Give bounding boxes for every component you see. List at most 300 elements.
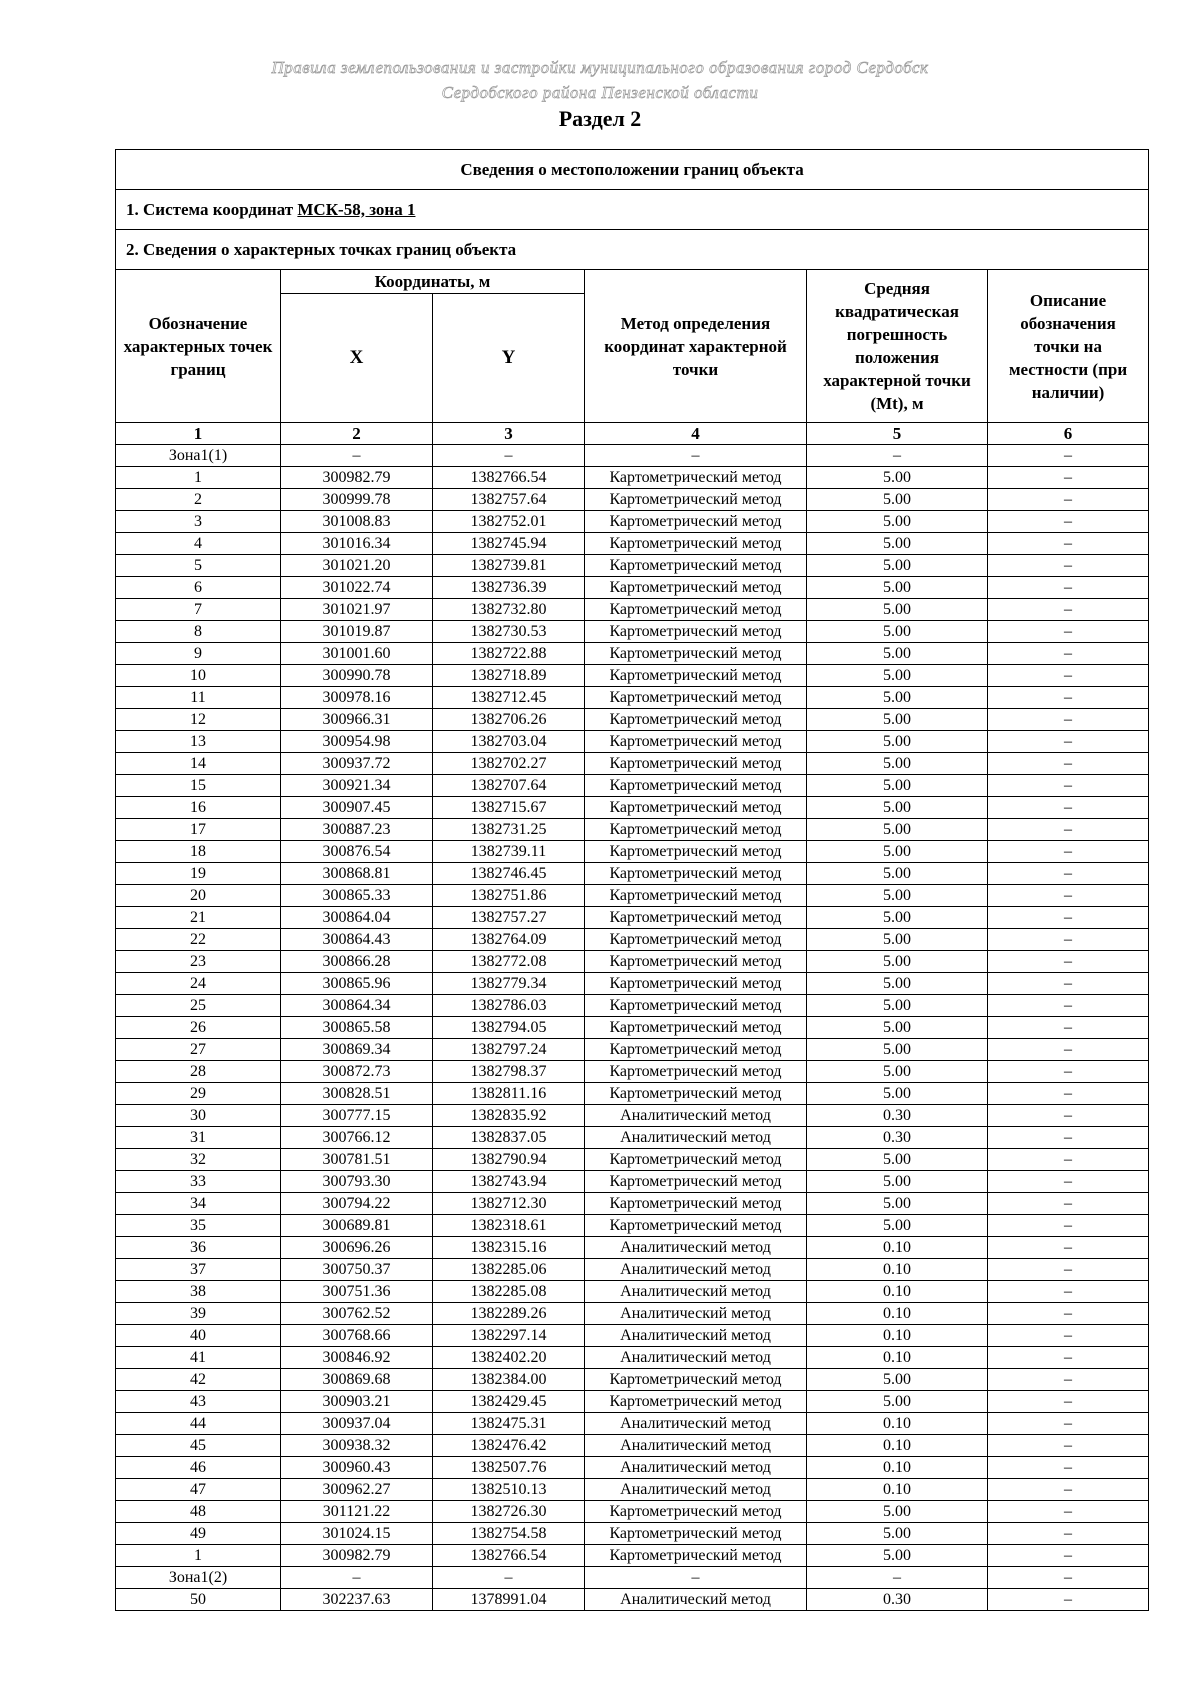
description: – — [988, 797, 1149, 819]
point-designation: 12 — [116, 709, 281, 731]
description: – — [988, 1479, 1149, 1501]
coord-x: 300907.45 — [281, 797, 433, 819]
coord-y: – — [433, 445, 585, 467]
header-coordinates: Координаты, м — [281, 270, 585, 294]
coord-y: 1382703.04 — [433, 731, 585, 753]
method: Аналитический метод — [585, 1457, 807, 1479]
description: – — [988, 1391, 1149, 1413]
description: – — [988, 885, 1149, 907]
boundary-points-table — [115, 149, 1149, 1611]
point-designation: 38 — [116, 1281, 281, 1303]
coord-x: 300869.68 — [281, 1369, 433, 1391]
description: – — [988, 1237, 1149, 1259]
point-designation: Зона1(1) — [116, 445, 281, 467]
point-designation: 40 — [116, 1325, 281, 1347]
coord-x: 301021.20 — [281, 555, 433, 577]
error-value: 0.10 — [807, 1457, 988, 1479]
method: – — [585, 1567, 807, 1589]
description: – — [988, 1347, 1149, 1369]
point-designation: 10 — [116, 665, 281, 687]
table-row — [116, 753, 1149, 775]
method: Аналитический метод — [585, 1105, 807, 1127]
method: Картометрический метод — [585, 1215, 807, 1237]
table-row — [116, 1347, 1149, 1369]
description: – — [988, 577, 1149, 599]
coord-y: 1382731.25 — [433, 819, 585, 841]
error-value: 0.10 — [807, 1325, 988, 1347]
coord-y: 1382743.94 — [433, 1171, 585, 1193]
table-row — [116, 1369, 1149, 1391]
coord-y: 1382707.64 — [433, 775, 585, 797]
coord-x: 300887.23 — [281, 819, 433, 841]
error-value: 5.00 — [807, 599, 988, 621]
coord-x: 301121.22 — [281, 1501, 433, 1523]
error-value: 5.00 — [807, 577, 988, 599]
method: Картометрический метод — [585, 467, 807, 489]
method: Картометрический метод — [585, 885, 807, 907]
error-value: 0.30 — [807, 1589, 988, 1611]
table-row — [116, 1457, 1149, 1479]
error-value: 0.10 — [807, 1413, 988, 1435]
coord-x: – — [281, 445, 433, 467]
coord-system-prefix: 1. Система координат — [126, 199, 298, 219]
coord-x: 300750.37 — [281, 1259, 433, 1281]
description: – — [988, 1545, 1149, 1567]
table-row — [116, 445, 1149, 467]
error-value: 5.00 — [807, 1193, 988, 1215]
coord-x: 300766.12 — [281, 1127, 433, 1149]
description: – — [988, 1259, 1149, 1281]
point-designation: 33 — [116, 1171, 281, 1193]
description: – — [988, 1325, 1149, 1347]
coord-y: 1382794.05 — [433, 1017, 585, 1039]
description: – — [988, 1303, 1149, 1325]
error-value: 5.00 — [807, 1369, 988, 1391]
error-value: 5.00 — [807, 1545, 988, 1567]
description: – — [988, 1171, 1149, 1193]
coord-y: 1382510.13 — [433, 1479, 585, 1501]
coord-y: 1382779.34 — [433, 973, 585, 995]
point-designation: 26 — [116, 1017, 281, 1039]
coord-x: 301022.74 — [281, 577, 433, 599]
table-row — [116, 973, 1149, 995]
coord-y: 1382835.92 — [433, 1105, 585, 1127]
coord-x: 300865.96 — [281, 973, 433, 995]
error-value: 5.00 — [807, 995, 988, 1017]
error-value: – — [807, 445, 988, 467]
error-value: 5.00 — [807, 665, 988, 687]
description: – — [988, 1105, 1149, 1127]
method: Картометрический метод — [585, 621, 807, 643]
coord-system-name: МСК-58, зона 1 — [297, 199, 416, 219]
description: – — [988, 1501, 1149, 1523]
error-value: 5.00 — [807, 511, 988, 533]
coord-y: 1382318.61 — [433, 1215, 585, 1237]
table-row — [116, 621, 1149, 643]
coord-y: 1382289.26 — [433, 1303, 585, 1325]
coord-y: 1382745.94 — [433, 533, 585, 555]
coord-y: 1382746.45 — [433, 863, 585, 885]
coord-x: 300864.04 — [281, 907, 433, 929]
method: Картометрический метод — [585, 1149, 807, 1171]
method: Картометрический метод — [585, 533, 807, 555]
coord-y: 1382429.45 — [433, 1391, 585, 1413]
error-value: 5.00 — [807, 1171, 988, 1193]
error-value: 5.00 — [807, 797, 988, 819]
coord-y: 1382837.05 — [433, 1127, 585, 1149]
table-row — [116, 1567, 1149, 1589]
table-row — [116, 1061, 1149, 1083]
coord-x: 300921.34 — [281, 775, 433, 797]
point-designation: 21 — [116, 907, 281, 929]
error-value: 5.00 — [807, 1501, 988, 1523]
method: Картометрический метод — [585, 511, 807, 533]
table-row — [116, 907, 1149, 929]
description: – — [988, 467, 1149, 489]
description: – — [988, 709, 1149, 731]
error-value: 5.00 — [807, 467, 988, 489]
method: Аналитический метод — [585, 1237, 807, 1259]
description: – — [988, 1149, 1149, 1171]
coord-system-row — [116, 190, 1149, 230]
table-row — [116, 797, 1149, 819]
point-designation: 32 — [116, 1149, 281, 1171]
point-designation: 44 — [116, 1413, 281, 1435]
method: Картометрический метод — [585, 665, 807, 687]
description: – — [988, 951, 1149, 973]
method: Аналитический метод — [585, 1303, 807, 1325]
method: Картометрический метод — [585, 929, 807, 951]
method: Картометрический метод — [585, 1193, 807, 1215]
method: Аналитический метод — [585, 1347, 807, 1369]
coord-x: 300793.30 — [281, 1171, 433, 1193]
method: Аналитический метод — [585, 1281, 807, 1303]
coord-y: 1382297.14 — [433, 1325, 585, 1347]
point-designation: 20 — [116, 885, 281, 907]
method: Картометрический метод — [585, 973, 807, 995]
table-row — [116, 863, 1149, 885]
error-value: 5.00 — [807, 1391, 988, 1413]
header-designation: Обозначение характерных точек границ — [116, 270, 281, 423]
error-value: 5.00 — [807, 709, 988, 731]
coord-y: 1382285.06 — [433, 1259, 585, 1281]
description: – — [988, 1457, 1149, 1479]
table-row — [116, 577, 1149, 599]
description: – — [988, 489, 1149, 511]
description: – — [988, 555, 1149, 577]
point-designation: 19 — [116, 863, 281, 885]
description: – — [988, 819, 1149, 841]
point-designation: 8 — [116, 621, 281, 643]
method: Аналитический метод — [585, 1435, 807, 1457]
method: Аналитический метод — [585, 1589, 807, 1611]
point-designation: 31 — [116, 1127, 281, 1149]
coord-y: 1382798.37 — [433, 1061, 585, 1083]
table-row — [116, 555, 1149, 577]
point-designation: 46 — [116, 1457, 281, 1479]
coord-y: 1382476.42 — [433, 1435, 585, 1457]
coord-y: 1382732.80 — [433, 599, 585, 621]
table-row — [116, 665, 1149, 687]
method: Картометрический метод — [585, 1061, 807, 1083]
method: Картометрический метод — [585, 1083, 807, 1105]
method: Картометрический метод — [585, 841, 807, 863]
method: Картометрический метод — [585, 599, 807, 621]
coord-x: 300982.79 — [281, 467, 433, 489]
error-value: 5.00 — [807, 621, 988, 643]
coord-y: 1382722.88 — [433, 643, 585, 665]
table-row — [116, 1127, 1149, 1149]
coord-y: 1382766.54 — [433, 467, 585, 489]
coord-y: 1382712.30 — [433, 1193, 585, 1215]
method: Картометрический метод — [585, 1039, 807, 1061]
description: – — [988, 841, 1149, 863]
coord-x: 300938.32 — [281, 1435, 433, 1457]
table-row — [116, 1281, 1149, 1303]
coord-x: 300781.51 — [281, 1149, 433, 1171]
coord-x: 300966.31 — [281, 709, 433, 731]
points-heading: 2. Сведения о характерных точках границ объекта — [116, 230, 1149, 270]
coord-x: 300937.72 — [281, 753, 433, 775]
coord-y: 1382702.27 — [433, 753, 585, 775]
error-value: 5.00 — [807, 885, 988, 907]
column-number: 2 — [281, 423, 433, 445]
table-row — [116, 1523, 1149, 1545]
error-value: 5.00 — [807, 841, 988, 863]
table-row — [116, 775, 1149, 797]
coord-x: 300828.51 — [281, 1083, 433, 1105]
point-designation: 48 — [116, 1501, 281, 1523]
coord-x: 300872.73 — [281, 1061, 433, 1083]
description: – — [988, 863, 1149, 885]
method: Картометрический метод — [585, 797, 807, 819]
table-row — [116, 489, 1149, 511]
error-value: 0.10 — [807, 1303, 988, 1325]
method: Картометрический метод — [585, 643, 807, 665]
point-designation: 1 — [116, 1545, 281, 1567]
description: – — [988, 1413, 1149, 1435]
table-row — [116, 1171, 1149, 1193]
error-value: 5.00 — [807, 907, 988, 929]
description: – — [988, 1017, 1149, 1039]
coord-y: 1382730.53 — [433, 621, 585, 643]
table-row — [116, 1259, 1149, 1281]
method: Картометрический метод — [585, 731, 807, 753]
table-row — [116, 731, 1149, 753]
coord-x: 300865.58 — [281, 1017, 433, 1039]
point-designation: 41 — [116, 1347, 281, 1369]
point-designation: 1 — [116, 467, 281, 489]
table-row — [116, 1391, 1149, 1413]
description: – — [988, 753, 1149, 775]
method: Картометрический метод — [585, 1017, 807, 1039]
point-designation: 30 — [116, 1105, 281, 1127]
error-value: 5.00 — [807, 731, 988, 753]
description: – — [988, 511, 1149, 533]
description: – — [988, 731, 1149, 753]
header-y: Y — [433, 294, 585, 423]
column-number: 6 — [988, 423, 1149, 445]
running-header-line-1: Правила землепользования и застройки муниципального образования город Сердобск — [271, 58, 929, 77]
point-designation: 3 — [116, 511, 281, 533]
point-designation: 2 — [116, 489, 281, 511]
description: – — [988, 1435, 1149, 1457]
table-row — [116, 1413, 1149, 1435]
error-value: 5.00 — [807, 973, 988, 995]
method: Картометрический метод — [585, 819, 807, 841]
coord-x: 300978.16 — [281, 687, 433, 709]
coord-y: 1382752.01 — [433, 511, 585, 533]
header-method: Метод определения координат характерной точки — [585, 270, 807, 423]
point-designation: 14 — [116, 753, 281, 775]
description: – — [988, 445, 1149, 467]
coord-x: – — [281, 1567, 433, 1589]
point-designation: 9 — [116, 643, 281, 665]
point-designation: 16 — [116, 797, 281, 819]
header-row-1 — [116, 270, 1149, 294]
point-designation: 45 — [116, 1435, 281, 1457]
coord-y: 1382766.54 — [433, 1545, 585, 1567]
description: – — [988, 1061, 1149, 1083]
coord-x: 301016.34 — [281, 533, 433, 555]
method: Картометрический метод — [585, 1369, 807, 1391]
method: Картометрический метод — [585, 555, 807, 577]
description: – — [988, 907, 1149, 929]
coord-y: 1382772.08 — [433, 951, 585, 973]
method: Картометрический метод — [585, 863, 807, 885]
table-row — [116, 1149, 1149, 1171]
coord-y: 1382315.16 — [433, 1237, 585, 1259]
coord-y: 1382751.86 — [433, 885, 585, 907]
description: – — [988, 599, 1149, 621]
header-error: Средняя квадратическая погрешность положения характерной точки (Mt), м — [807, 270, 988, 423]
table-row — [116, 687, 1149, 709]
coord-y: 1378991.04 — [433, 1589, 585, 1611]
point-designation: 11 — [116, 687, 281, 709]
coord-system-cell — [116, 190, 1149, 230]
table-row — [116, 1589, 1149, 1611]
point-designation: 36 — [116, 1237, 281, 1259]
error-value: – — [807, 1567, 988, 1589]
coord-x: 300876.54 — [281, 841, 433, 863]
point-designation: 13 — [116, 731, 281, 753]
error-value: 5.00 — [807, 489, 988, 511]
column-number: 3 — [433, 423, 585, 445]
coord-x: 300937.04 — [281, 1413, 433, 1435]
description: – — [988, 533, 1149, 555]
method: Картометрический метод — [585, 1171, 807, 1193]
method: Картометрический метод — [585, 489, 807, 511]
description: – — [988, 1369, 1149, 1391]
coord-x: 300696.26 — [281, 1237, 433, 1259]
method: Картометрический метод — [585, 753, 807, 775]
coord-y: 1382475.31 — [433, 1413, 585, 1435]
coord-y: 1382402.20 — [433, 1347, 585, 1369]
coord-y: 1382706.26 — [433, 709, 585, 731]
table-row — [116, 1017, 1149, 1039]
table-row — [116, 709, 1149, 731]
description: – — [988, 1589, 1149, 1611]
error-value: 0.10 — [807, 1259, 988, 1281]
point-designation: 24 — [116, 973, 281, 995]
coord-y: 1382790.94 — [433, 1149, 585, 1171]
table-row — [116, 599, 1149, 621]
method: Картометрический метод — [585, 951, 807, 973]
coord-y: 1382715.67 — [433, 797, 585, 819]
point-designation: 5 — [116, 555, 281, 577]
method: Аналитический метод — [585, 1479, 807, 1501]
description: – — [988, 643, 1149, 665]
method: Картометрический метод — [585, 577, 807, 599]
table-row — [116, 533, 1149, 555]
coord-y: – — [433, 1567, 585, 1589]
coord-x: 300864.43 — [281, 929, 433, 951]
error-value: 5.00 — [807, 863, 988, 885]
description: – — [988, 1127, 1149, 1149]
coord-x: 300866.28 — [281, 951, 433, 973]
error-value: 5.00 — [807, 929, 988, 951]
point-designation: 7 — [116, 599, 281, 621]
method: Картометрический метод — [585, 995, 807, 1017]
description: – — [988, 973, 1149, 995]
table-row — [116, 1105, 1149, 1127]
error-value: 5.00 — [807, 775, 988, 797]
table-row — [116, 819, 1149, 841]
error-value: 0.30 — [807, 1105, 988, 1127]
method: Аналитический метод — [585, 1259, 807, 1281]
point-designation: Зона1(2) — [116, 1567, 281, 1589]
coord-x: 300768.66 — [281, 1325, 433, 1347]
coord-x: 300777.15 — [281, 1105, 433, 1127]
point-designation: 42 — [116, 1369, 281, 1391]
error-value: 0.10 — [807, 1479, 988, 1501]
column-number: 1 — [116, 423, 281, 445]
column-number: 4 — [585, 423, 807, 445]
coord-y: 1382726.30 — [433, 1501, 585, 1523]
coord-y: 1382757.64 — [433, 489, 585, 511]
coord-x: 300751.36 — [281, 1281, 433, 1303]
error-value: 0.10 — [807, 1347, 988, 1369]
error-value: 5.00 — [807, 1039, 988, 1061]
coord-x: 301019.87 — [281, 621, 433, 643]
point-designation: 29 — [116, 1083, 281, 1105]
coord-x: 300865.33 — [281, 885, 433, 907]
description: – — [988, 687, 1149, 709]
description: – — [988, 621, 1149, 643]
point-designation: 18 — [116, 841, 281, 863]
point-designation: 17 — [116, 819, 281, 841]
table-row — [116, 1325, 1149, 1347]
coord-x: 300762.52 — [281, 1303, 433, 1325]
table-row — [116, 995, 1149, 1017]
point-designation: 39 — [116, 1303, 281, 1325]
error-value: 5.00 — [807, 1017, 988, 1039]
table-row — [116, 885, 1149, 907]
point-designation: 28 — [116, 1061, 281, 1083]
method: Аналитический метод — [585, 1127, 807, 1149]
table-row — [116, 467, 1149, 489]
coord-y: 1382764.09 — [433, 929, 585, 951]
error-value: 0.10 — [807, 1237, 988, 1259]
table-row — [116, 1303, 1149, 1325]
point-designation: 47 — [116, 1479, 281, 1501]
table-row — [116, 643, 1149, 665]
coord-x: 300846.92 — [281, 1347, 433, 1369]
method: Картометрический метод — [585, 1545, 807, 1567]
header-x: X — [281, 294, 433, 423]
coord-y: 1382739.11 — [433, 841, 585, 863]
description: – — [988, 1193, 1149, 1215]
